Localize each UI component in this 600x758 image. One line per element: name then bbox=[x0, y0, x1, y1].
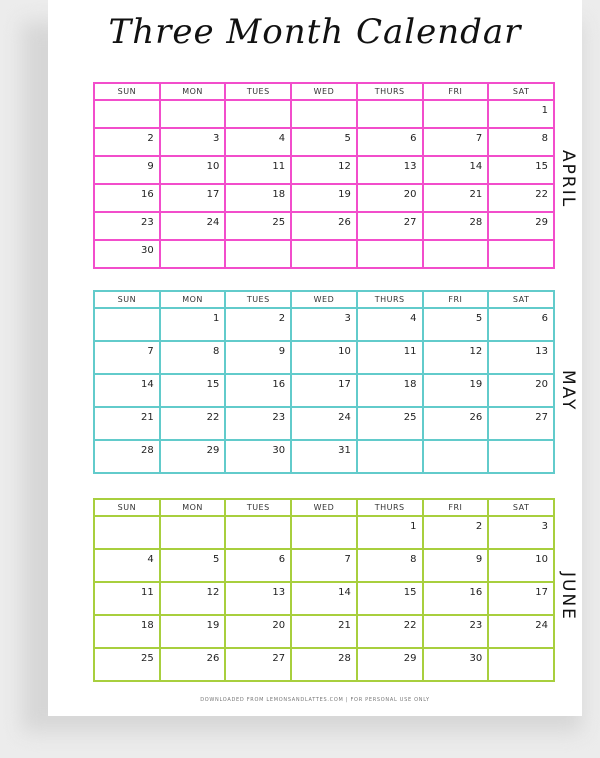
day-number: 14 bbox=[140, 379, 154, 390]
weekday-header: MON bbox=[160, 291, 226, 308]
day-cell bbox=[94, 407, 160, 440]
day-number: 2 bbox=[475, 521, 483, 532]
day-number: 20 bbox=[272, 620, 286, 631]
day-cell bbox=[225, 440, 291, 473]
day-cell bbox=[357, 212, 423, 240]
day-number: 4 bbox=[147, 554, 154, 565]
day-cell bbox=[94, 308, 160, 341]
day-number: 29 bbox=[403, 653, 417, 664]
day-cell bbox=[488, 407, 554, 440]
day-cell bbox=[488, 184, 554, 212]
day-cell bbox=[225, 212, 291, 240]
day-cell bbox=[160, 128, 226, 156]
day-cell bbox=[94, 440, 160, 473]
day-number: 18 bbox=[272, 189, 286, 200]
day-number: 6 bbox=[410, 133, 417, 144]
day-cell bbox=[225, 100, 291, 128]
day-number bbox=[95, 309, 159, 313]
day-number: 15 bbox=[206, 379, 220, 390]
day-number: 21 bbox=[338, 620, 351, 631]
week-row bbox=[94, 374, 554, 407]
day-cell bbox=[160, 100, 226, 128]
day-cell bbox=[488, 128, 554, 156]
day-number: 29 bbox=[535, 217, 548, 228]
day-cell bbox=[94, 648, 160, 681]
day-number: 8 bbox=[541, 133, 548, 144]
day-number: 10 bbox=[206, 161, 220, 172]
day-cell bbox=[357, 100, 423, 128]
day-cell bbox=[160, 549, 226, 582]
day-cell bbox=[488, 240, 554, 268]
day-cell bbox=[94, 582, 160, 615]
day-cell bbox=[94, 128, 160, 156]
day-number: 16 bbox=[469, 587, 483, 598]
day-cell bbox=[423, 308, 489, 341]
weekday-header: SAT bbox=[488, 291, 554, 308]
day-cell bbox=[488, 549, 554, 582]
day-number: 13 bbox=[535, 346, 548, 357]
day-number: 10 bbox=[535, 554, 548, 565]
day-cell bbox=[291, 615, 357, 648]
day-number: 20 bbox=[403, 189, 417, 200]
day-cell bbox=[94, 100, 160, 128]
day-cell bbox=[94, 212, 160, 240]
day-number: 16 bbox=[140, 189, 154, 200]
day-number: 11 bbox=[272, 161, 286, 172]
day-number: 26 bbox=[469, 412, 483, 423]
day-cell bbox=[357, 516, 423, 549]
day-cell bbox=[423, 615, 489, 648]
day-cell bbox=[291, 516, 357, 549]
day-number: 19 bbox=[206, 620, 220, 631]
april-calendar-grid bbox=[93, 82, 555, 269]
day-number: 27 bbox=[535, 412, 548, 423]
day-number: 25 bbox=[403, 412, 417, 423]
day-number bbox=[489, 649, 553, 653]
day-number: 21 bbox=[469, 189, 483, 200]
day-cell bbox=[423, 212, 489, 240]
day-cell bbox=[160, 440, 226, 473]
april-month-label: APRIL bbox=[558, 150, 578, 209]
day-number: 1 bbox=[213, 313, 220, 324]
weekday-header-row bbox=[94, 83, 554, 100]
day-number: 3 bbox=[344, 313, 351, 324]
day-cell bbox=[423, 100, 489, 128]
day-cell bbox=[357, 374, 423, 407]
day-cell bbox=[488, 648, 554, 681]
day-number bbox=[489, 241, 553, 245]
day-cell bbox=[423, 440, 489, 473]
calendar-page bbox=[48, 0, 582, 716]
weekday-header: FRI bbox=[423, 499, 489, 516]
weekday-header: FRI bbox=[423, 291, 489, 308]
day-number: 10 bbox=[338, 346, 351, 357]
day-cell bbox=[160, 212, 226, 240]
day-number bbox=[226, 517, 290, 521]
day-number: 12 bbox=[338, 161, 351, 172]
day-cell bbox=[291, 407, 357, 440]
day-number: 18 bbox=[140, 620, 154, 631]
day-number: 22 bbox=[206, 412, 220, 423]
day-cell bbox=[357, 615, 423, 648]
week-row bbox=[94, 407, 554, 440]
day-cell bbox=[94, 156, 160, 184]
day-number: 14 bbox=[469, 161, 483, 172]
day-cell bbox=[423, 516, 489, 549]
day-cell bbox=[225, 407, 291, 440]
day-number: 13 bbox=[403, 161, 417, 172]
week-row bbox=[94, 156, 554, 184]
june-calendar-grid bbox=[93, 498, 555, 682]
day-number bbox=[292, 517, 356, 521]
week-row bbox=[94, 516, 554, 549]
day-cell bbox=[94, 549, 160, 582]
day-number bbox=[161, 241, 225, 245]
day-cell bbox=[291, 100, 357, 128]
day-number bbox=[358, 441, 422, 445]
day-cell bbox=[423, 184, 489, 212]
weekday-header: THURS bbox=[357, 291, 423, 308]
day-number: 11 bbox=[403, 346, 417, 357]
weekday-header: WED bbox=[291, 291, 357, 308]
day-number bbox=[226, 101, 290, 105]
week-row bbox=[94, 615, 554, 648]
day-cell bbox=[160, 648, 226, 681]
week-row bbox=[94, 440, 554, 473]
day-cell bbox=[488, 516, 554, 549]
day-cell bbox=[488, 341, 554, 374]
day-cell bbox=[94, 615, 160, 648]
day-number bbox=[424, 101, 488, 105]
day-number bbox=[424, 241, 488, 245]
day-cell bbox=[160, 615, 226, 648]
day-number: 8 bbox=[410, 554, 417, 565]
day-number: 29 bbox=[206, 445, 220, 456]
day-cell bbox=[225, 374, 291, 407]
day-number: 23 bbox=[272, 412, 286, 423]
day-number bbox=[292, 101, 356, 105]
day-number: 15 bbox=[403, 587, 417, 598]
weekday-header: SUN bbox=[94, 291, 160, 308]
weekday-header: SUN bbox=[94, 499, 160, 516]
day-number: 17 bbox=[338, 379, 351, 390]
week-row bbox=[94, 184, 554, 212]
day-cell bbox=[291, 156, 357, 184]
day-cell bbox=[94, 184, 160, 212]
weekday-header-row bbox=[94, 291, 554, 308]
page-title: Three Month Calendar bbox=[108, 12, 522, 52]
day-number: 2 bbox=[278, 313, 286, 324]
day-number: 3 bbox=[213, 133, 220, 144]
day-cell bbox=[291, 308, 357, 341]
day-number: 17 bbox=[206, 189, 220, 200]
day-number: 23 bbox=[469, 620, 483, 631]
day-cell bbox=[291, 240, 357, 268]
day-number bbox=[292, 241, 356, 245]
day-number: 27 bbox=[272, 653, 286, 664]
day-number bbox=[226, 241, 290, 245]
day-cell bbox=[423, 582, 489, 615]
day-number: 25 bbox=[140, 653, 154, 664]
day-cell bbox=[160, 374, 226, 407]
week-row bbox=[94, 341, 554, 374]
day-number: 8 bbox=[213, 346, 220, 357]
day-number: 23 bbox=[140, 217, 154, 228]
day-cell bbox=[423, 407, 489, 440]
day-number: 30 bbox=[272, 445, 286, 456]
weekday-header: SAT bbox=[488, 499, 554, 516]
day-cell bbox=[488, 440, 554, 473]
day-number bbox=[161, 101, 225, 105]
day-number: 2 bbox=[147, 133, 154, 144]
day-cell bbox=[488, 615, 554, 648]
day-cell bbox=[423, 128, 489, 156]
day-number: 24 bbox=[535, 620, 548, 631]
day-cell bbox=[225, 648, 291, 681]
day-number: 19 bbox=[338, 189, 351, 200]
week-row bbox=[94, 308, 554, 341]
day-number: 7 bbox=[475, 133, 483, 144]
day-cell bbox=[160, 582, 226, 615]
day-number: 9 bbox=[147, 161, 154, 172]
day-number: 3 bbox=[541, 521, 548, 532]
week-row bbox=[94, 582, 554, 615]
day-cell bbox=[291, 184, 357, 212]
may-month-label: MAY bbox=[558, 370, 578, 412]
day-cell bbox=[291, 549, 357, 582]
day-number: 4 bbox=[410, 313, 417, 324]
may-calendar-grid bbox=[93, 290, 555, 474]
day-number: 27 bbox=[403, 217, 417, 228]
day-cell bbox=[291, 582, 357, 615]
day-number: 16 bbox=[272, 379, 286, 390]
weekday-header: SAT bbox=[488, 83, 554, 100]
day-cell bbox=[488, 374, 554, 407]
day-number: 1 bbox=[410, 521, 417, 532]
day-number: 18 bbox=[403, 379, 417, 390]
day-cell bbox=[291, 374, 357, 407]
weekday-header: THURS bbox=[357, 499, 423, 516]
day-number: 13 bbox=[272, 587, 286, 598]
day-number: 6 bbox=[278, 554, 286, 565]
day-number: 7 bbox=[344, 554, 351, 565]
day-cell bbox=[488, 582, 554, 615]
day-number: 7 bbox=[147, 346, 154, 357]
day-cell bbox=[291, 341, 357, 374]
week-row bbox=[94, 128, 554, 156]
day-cell bbox=[225, 582, 291, 615]
day-cell bbox=[225, 128, 291, 156]
day-cell bbox=[225, 615, 291, 648]
day-number: 28 bbox=[140, 445, 154, 456]
day-cell bbox=[160, 240, 226, 268]
day-number bbox=[95, 517, 159, 521]
weekday-header: MON bbox=[160, 83, 226, 100]
day-cell bbox=[94, 341, 160, 374]
day-number: 1 bbox=[541, 105, 548, 116]
day-cell bbox=[94, 240, 160, 268]
day-cell bbox=[94, 516, 160, 549]
day-cell bbox=[225, 184, 291, 212]
day-cell bbox=[357, 240, 423, 268]
day-number: 21 bbox=[140, 412, 154, 423]
day-cell bbox=[160, 407, 226, 440]
day-number: 28 bbox=[469, 217, 483, 228]
day-cell bbox=[291, 212, 357, 240]
day-cell bbox=[160, 156, 226, 184]
day-cell bbox=[225, 156, 291, 184]
day-cell bbox=[291, 128, 357, 156]
day-number bbox=[358, 241, 422, 245]
day-number bbox=[424, 441, 488, 445]
june-month-label: JUNE bbox=[558, 572, 578, 621]
day-number: 5 bbox=[344, 133, 351, 144]
day-number: 11 bbox=[140, 587, 154, 598]
day-cell bbox=[423, 156, 489, 184]
day-cell bbox=[160, 184, 226, 212]
day-number bbox=[489, 441, 553, 445]
weekday-header: FRI bbox=[423, 83, 489, 100]
day-number: 26 bbox=[206, 653, 220, 664]
day-cell bbox=[423, 240, 489, 268]
weekday-header: SUN bbox=[94, 83, 160, 100]
day-number: 4 bbox=[278, 133, 286, 144]
day-number bbox=[161, 517, 225, 521]
day-cell bbox=[225, 308, 291, 341]
day-cell bbox=[225, 341, 291, 374]
week-row bbox=[94, 648, 554, 681]
day-number: 5 bbox=[213, 554, 220, 565]
day-number: 9 bbox=[475, 554, 483, 565]
day-cell bbox=[488, 156, 554, 184]
weekday-header: MON bbox=[160, 499, 226, 516]
day-number: 12 bbox=[469, 346, 483, 357]
day-cell bbox=[488, 212, 554, 240]
day-cell bbox=[94, 374, 160, 407]
weekday-header: WED bbox=[291, 83, 357, 100]
day-number: 24 bbox=[338, 412, 351, 423]
footer-note: DOWNLOADED FROM LEMONSANDLATTES.COM | FOR PERSONAL USE ONLY bbox=[200, 697, 430, 703]
day-cell bbox=[357, 308, 423, 341]
day-cell bbox=[160, 308, 226, 341]
day-number bbox=[95, 101, 159, 105]
week-row bbox=[94, 212, 554, 240]
weekday-header: WED bbox=[291, 499, 357, 516]
day-cell bbox=[357, 184, 423, 212]
weekday-header-row bbox=[94, 499, 554, 516]
weekday-header: TUES bbox=[225, 499, 291, 516]
day-number: 15 bbox=[535, 161, 548, 172]
day-cell bbox=[357, 407, 423, 440]
day-number: 6 bbox=[541, 313, 548, 324]
day-number: 30 bbox=[469, 653, 483, 664]
day-cell bbox=[225, 240, 291, 268]
day-number: 30 bbox=[140, 245, 154, 256]
week-row bbox=[94, 240, 554, 268]
day-number bbox=[358, 101, 422, 105]
day-number: 25 bbox=[272, 217, 286, 228]
weekday-header: TUES bbox=[225, 291, 291, 308]
day-number: 31 bbox=[338, 445, 351, 456]
day-cell bbox=[488, 100, 554, 128]
day-cell bbox=[160, 516, 226, 549]
day-cell bbox=[357, 341, 423, 374]
day-number: 24 bbox=[206, 217, 220, 228]
day-number: 19 bbox=[469, 379, 483, 390]
day-number: 22 bbox=[403, 620, 417, 631]
day-cell bbox=[423, 549, 489, 582]
day-cell bbox=[225, 549, 291, 582]
day-number: 20 bbox=[535, 379, 548, 390]
day-cell bbox=[291, 440, 357, 473]
day-cell bbox=[357, 128, 423, 156]
day-cell bbox=[488, 308, 554, 341]
day-cell bbox=[357, 156, 423, 184]
day-number: 12 bbox=[206, 587, 220, 598]
week-row bbox=[94, 100, 554, 128]
weekday-header: THURS bbox=[357, 83, 423, 100]
day-number: 17 bbox=[535, 587, 548, 598]
day-cell bbox=[225, 516, 291, 549]
day-cell bbox=[423, 341, 489, 374]
day-cell bbox=[357, 582, 423, 615]
day-number: 22 bbox=[535, 189, 548, 200]
day-cell bbox=[357, 440, 423, 473]
day-number: 14 bbox=[338, 587, 351, 598]
week-row bbox=[94, 549, 554, 582]
day-number: 26 bbox=[338, 217, 351, 228]
day-number: 9 bbox=[278, 346, 286, 357]
day-cell bbox=[423, 648, 489, 681]
day-cell bbox=[423, 374, 489, 407]
day-cell bbox=[357, 549, 423, 582]
day-cell bbox=[357, 648, 423, 681]
day-number: 28 bbox=[338, 653, 351, 664]
day-cell bbox=[160, 341, 226, 374]
weekday-header: TUES bbox=[225, 83, 291, 100]
day-number: 5 bbox=[475, 313, 483, 324]
day-cell bbox=[291, 648, 357, 681]
